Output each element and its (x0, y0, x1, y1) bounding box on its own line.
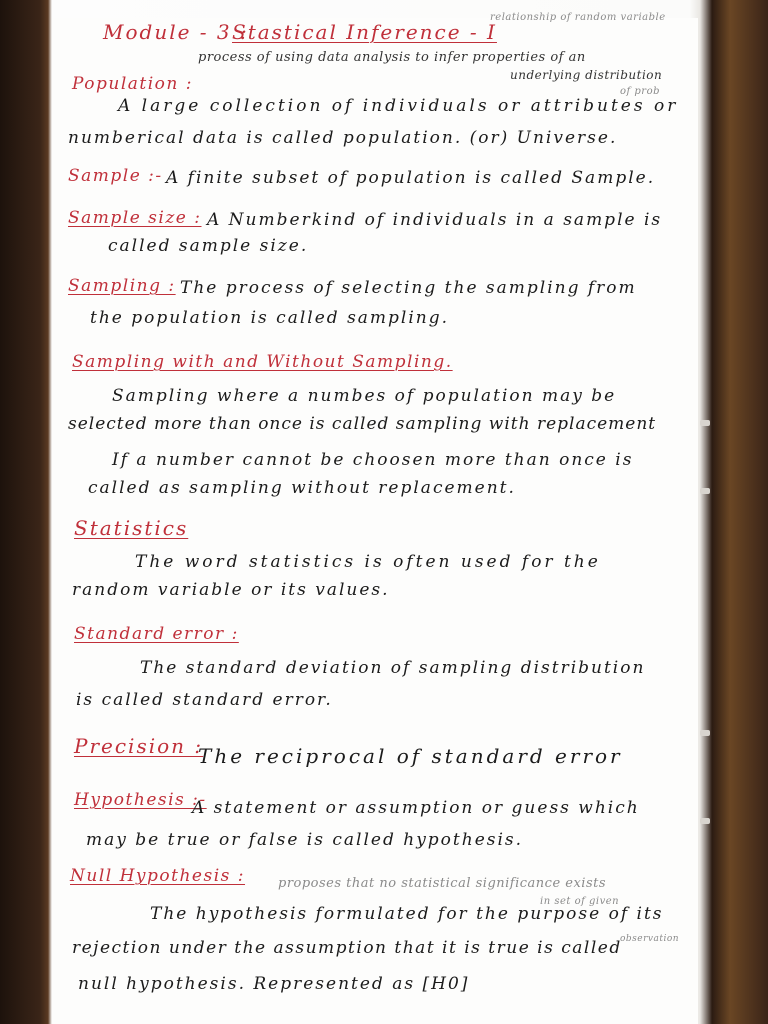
binder-ring (700, 730, 710, 736)
statistics-line-2: random variable or its values. (72, 580, 390, 600)
with-without-line-4: called as sampling without replacement. (88, 478, 516, 498)
population-line-2: numberical data is called population. (or) Universe. (68, 128, 618, 148)
term-population: Population : (72, 74, 193, 94)
population-line-1: A large collection of individuals or attributes or (118, 96, 679, 116)
binder-ring (700, 420, 710, 426)
binder-ring (700, 488, 710, 494)
standard-error-line-2: is called standard error. (76, 690, 333, 710)
term-sampling: Sampling : (68, 276, 176, 296)
sample-definition: A finite subset of population is called Sample. (166, 168, 656, 188)
hypothesis-line-1: A statement or assumption or guess which (192, 798, 640, 818)
page-title: Stastical Inference - I (232, 20, 497, 44)
null-hypothesis-note-3: observation (620, 934, 680, 944)
hypothesis-line-2: may be true or false is called hypothesis. (86, 830, 524, 850)
standard-error-line-1: The standard deviation of sampling distribution (140, 658, 646, 678)
term-sample-size: Sample size : (68, 208, 202, 228)
title-note: relationship of random variable (490, 12, 666, 23)
sampling-line-2: the population is called sampling. (90, 308, 450, 328)
subtitle-3: of prob (620, 86, 661, 97)
term-null-hypothesis: Null Hypothesis : (70, 866, 246, 886)
with-without-line-2: selected more than once is called sampling with replacement (68, 414, 657, 434)
with-without-line-1: Sampling where a numbes of population may be (112, 386, 617, 406)
null-hypothesis-line-2: rejection under the assumption that it is true is called (72, 938, 622, 958)
sample-size-line-2: called sample size. (108, 236, 309, 256)
term-standard-error: Standard error : (74, 624, 239, 644)
term-statistics: Statistics (74, 516, 189, 540)
with-without-line-3: If a number cannot be choosen more than once is (112, 450, 634, 470)
term-sample: Sample :- (68, 166, 163, 186)
binder-ring (700, 818, 710, 824)
module-label: Module - 3 : (103, 20, 249, 44)
statistics-line-1: The word statistics is often used for the (135, 552, 601, 572)
term-precision: Precision : (74, 734, 204, 758)
sample-size-line-1: A Numberkind of individuals in a sample is (207, 210, 663, 230)
null-hypothesis-note-2: in set of given (540, 896, 620, 907)
subtitle-2: underlying distribution (510, 68, 663, 82)
null-hypothesis-note: proposes that no statistical significance exists (278, 876, 607, 891)
subtitle: process of using data analysis to infer properties of an (198, 50, 586, 65)
sampling-line-1: The process of selecting the sampling from (180, 278, 637, 298)
heading-with-without: Sampling with and Without Sampling. (72, 352, 453, 372)
term-hypothesis: Hypothesis :- (74, 790, 207, 810)
null-hypothesis-line-3: null hypothesis. Represented as [H0] (78, 974, 470, 994)
precision-definition: The reciprocal of standard error (198, 744, 623, 768)
null-hypothesis-line-1: The hypothesis formulated for the purpose of its (150, 904, 664, 924)
